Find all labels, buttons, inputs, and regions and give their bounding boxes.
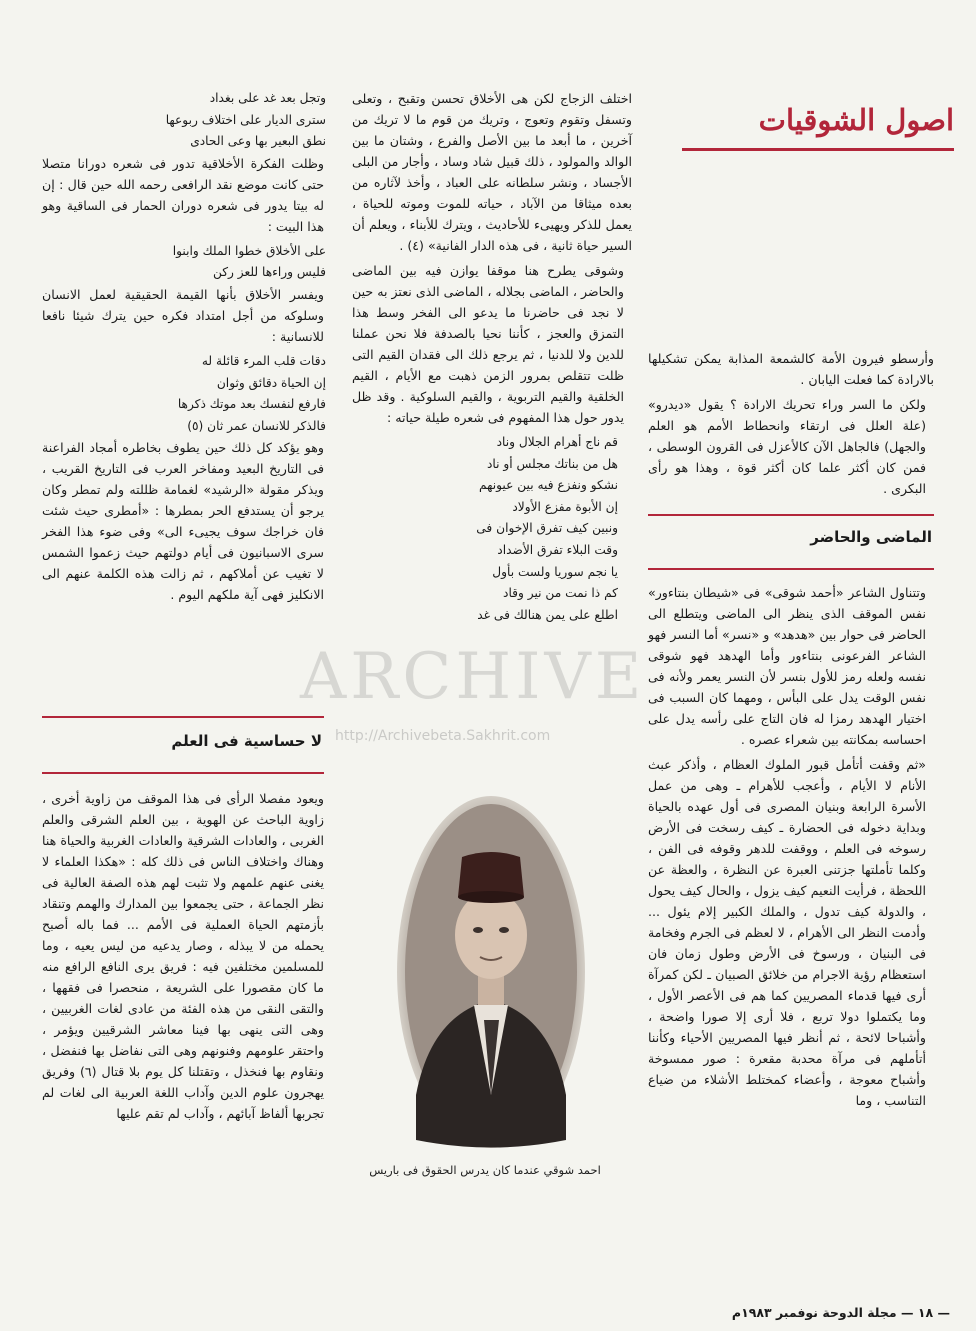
magazine-name: مجلة الدوحة bbox=[822, 1305, 897, 1320]
paragraph: وشوقى يطرح هنا موقفا يوازن فيه بين الماضى والحاضر ، الماضى بجلاله ، الماضى الذى نعتز به حين لا نجد فى حاضرنا ما يدعو الى الفخر وسط هذا التمزق والعجز ، كأننا نحيا بالصدفة فلا نحن عملنا للدين ولا للدنيا ، ثم يرجع ذلك الى فقدان القيم التى ظلت تتقلص بمرور الزمن ذهبت مع الأيام ، القيم الخلقية والقيم التربوية ، والقيم السلوكية . وقد ظل يدور حول هذا المفهوم فى شعره طيلة حياته : bbox=[352, 263, 624, 425]
column-middle bbox=[352, 88, 632, 626]
verse-line: وتجل بعد غد على بغداد bbox=[209, 91, 326, 105]
verse-block bbox=[352, 432, 632, 626]
column-left bbox=[42, 88, 332, 609]
paragraph: «ثم وقفت أتأمل قبور الملوك العظام ، وأذكر عبث الأنام لا الأيام ، وأعجب للأهرام ـ وهى من عمل الأسرة الرابعة وبنيان المصرى فى أول عهده بالحياة وبداية دخوله فى الحضارة ـ كيف رسخت فى الأرض رسوخه فى العلم ، ووقفت للدهر وقوفه فى الفن ، وكلما تأملتها جزتنى العبرة عن النظرة ، والعظة عن اللحظة ، فرأيت النعيم كيف يزول ، والحال كيف يحول ، والدولة كيف تدول ، والملك الكبير إلام يئول ... وأدمت النظر الى الأهرام ، لا لعظم فى الجرم وفخامة فى البنيان ، ورسوخ فى الأرض وطول زمان فان استعظام رؤية الاجرام من خلائق الصبيان ـ لكن كمرآة أرى فيها قدماء المصريين كما هم فى الأعصر الأول ، وما يكتملوا دولا تربع ، فلا أرى إلا صورا واضحة ، وأشباحا لائحة ، ثم أنظر فيها المصريين الأحياء وكأننا أتأملهم فى مرآة محدبة مقعرة : صور ممسوخة وأشباح معوجة ، وأعضاء كمختلط الأشلاء من ضياع التناسب ، وما bbox=[648, 757, 926, 1108]
section-title: الماضى والحاضر bbox=[810, 528, 932, 546]
verse-line: اطلع على يمن هنالك فى غد bbox=[477, 607, 618, 622]
watermark-text: ARCHIVE bbox=[300, 640, 646, 714]
verse-line: وقت البلاء تفرق الأضداد bbox=[497, 542, 618, 557]
verse-block bbox=[42, 241, 332, 284]
verse-line: يا نجم سوريا ولست بأول bbox=[492, 564, 618, 579]
paragraph: وتتناول الشاعر «أحمد شوقى» فى «شيطان بنتاءور» نفس الموقف الذى ينظر الى الماضى ويتطلع الى الحاضر فى حوار بين «هدهد» و «نسر» أما النسر فهو الشاعر الفرعونى بنتاءور وأما الهدهد فهو شوقى نفسه ولعله رمز للأول بنسر لأن النسر يعمر ولأنه فى نفس الوقت يدل على البأس ، ومهما كان السبب فى اختيار الهدهد رمزا له فان التاج على رأسه يدل على احساسه بمكانته بين شعراء عصره . bbox=[648, 585, 926, 747]
issue-date: نوفمبر ١٩٨٣م bbox=[731, 1305, 818, 1320]
column-right-lower bbox=[648, 582, 934, 1115]
paragraph: ولكن ما السر وراء تحريك الارادة ؟ يقول «ديدرو» (علة العلل فى ارتقاء وانحطاط الأمم هو العلم والجهل) فالجاهل الآن كالأعزل فى القرون الوسطى ، فمن كان أكثر علما كان أكثر قوة ، وهذا هو رأى البكرى . bbox=[648, 397, 926, 496]
verse-line: على الأخلاق خطوا الملك وابنوا bbox=[172, 243, 326, 258]
verse-line: سترى الديار على اختلاف ربوعها bbox=[165, 112, 326, 127]
verse-line: قم ناج أهرام الجلال وناد bbox=[496, 435, 618, 449]
paragraph: ويفسر الأخلاق بأنها القيمة الحقيقية لعمل الانسان وسلوكه من أجل امتداد فكره حين يترك شيئا نافعا للانسانية : bbox=[42, 286, 324, 344]
verse-line: فارفع لنفسك بعد موتك ذكرها bbox=[177, 397, 326, 412]
photo-caption: احمد شوقي عندما كان يدرس الحقوق فى باريس bbox=[369, 1163, 601, 1177]
section-rule-bottom bbox=[648, 568, 934, 570]
section-rule-top bbox=[42, 716, 324, 718]
paragraph: اختلف الزجاج لكن هى الأخلاق تحسن وتقبح ، وتعلى وتسفل وتقوم وتعوج ، وتريك من قوم ما لا تريك من آخرين ، ما أبعد ما بين الأصل والفرع ، وشتان ما بين الوالد والمولود ، ذلك قبيل شاد وساد ، وأجار من البلى الأجساد ، ونشر سلطانه على العباد ، وأخذ لآثاره من بعده ميثاقا من الآباد ، حياته للموت وموته للحياة ، يعمل للذكر ويهيىء للأحاديث ، ويترك للأبناء ، ويعلم أن السير حياة ثانية ، فى هذه الدار الفانية» (٤) . bbox=[352, 91, 632, 253]
column-left-lower bbox=[42, 788, 332, 1128]
footer-dash: — bbox=[933, 1305, 950, 1320]
paragraph: وظلت الفكرة الأخلاقية تدور فى شعره دورانا متصلا حتى كانت موضع نقد الرافعى رحمه الله حين قال : إن له بيتا يدور فى شعره دوران الحمار فى الساقية وهو هذا البيت : bbox=[42, 155, 324, 234]
section-rule-bottom bbox=[42, 772, 324, 774]
paragraph: ويعود مفصلا الرأى فى هذا الموقف من زاوية أخرى ، زاوية الباحث عن الهوية ، بين العلم الشرقى والعلم الغربى ، والعادات الشرقية والعادات الغربية والحياة هنا وهناك واختلاف الناس فى ذلك كله : «هكذا العلماء لا يغنى عنهم علمهم ولا تثبت لهم هذه الصفة العالية فى نظر الجماعة ، حتى يجمعوا بين المدارك والهمم وتنقاد بأزمتهم الحياة العملية فى الأمم ... فما باله أصبح يحمله من لا يبذله ، وصار يدعيه من ليس يعيه ، وما للمسلمين مختلفين فيه : فريق يرى النافع الرافع منه ما كان مقصورا على الشريعة ، منحصرا فى فقهها ، والتقى النقى من هذه الفئة من عادى لغات الغربيين ، وهى التى ينهى بها فينا معاشر الشرقيين ويؤمر ، واحتقر علومهم وفنونهم وهى التى نفاضل بها فنفضل ، ونقاوم بها فنخذل ، وتقتلنا كل يوم بلا قتال (٦) وفريق يهجرون علوم الدين وآداب اللغة العربية الى لغات لم تجربها ألفاظ آبائهم ، وآداب لم تقم عليها bbox=[42, 791, 324, 1121]
column-logo: اصول الشوقيات bbox=[758, 103, 954, 137]
logo-underline bbox=[682, 148, 954, 151]
section-title: لا حساسية فى العلم bbox=[171, 732, 322, 750]
paragraph: وهو يؤكد كل ذلك حين يطوف بخاطره أمجاد الفراعنة فى التاريخ البعيد ومفاخر العرب فى التاريخ القريب ، ويذكر مقولة «الرشيد» لغمامة ظللته ولم تمطر وكان يرجو أن يستدفع الحر بمطرها : «أمطرى حيث شئت فان خراجك سوف يجيىء الى» وفى ضوء هذا الفخر سرى الاسبانيون فى أيام دولتهم حيث زعموا الشمس لا تغيب عن أملاكهم ، ثم زالت هذه الكلمة عنهم الى الانكليز فهى آية ملكهم اليوم . bbox=[42, 440, 324, 603]
verse-line: كم ذا نمت من نير وقاد bbox=[503, 586, 618, 601]
page-footer bbox=[640, 1305, 950, 1320]
verse-line: فالذكر للانسان عمر ثان (٥) bbox=[187, 418, 326, 433]
verse-block bbox=[42, 88, 332, 153]
verse-line: فليس وراءها للعز ركن bbox=[212, 265, 326, 280]
watermark-url: http://Archivebeta.Sakhrit.com bbox=[335, 728, 551, 744]
verse-line: إن الأبوة مفزع الأولاد bbox=[512, 499, 618, 514]
verse-line: إن الحياة دقائق وثوان bbox=[216, 375, 326, 390]
page-number: ١٨ bbox=[917, 1305, 934, 1320]
verse-block bbox=[42, 351, 332, 437]
column-right-top bbox=[648, 348, 934, 503]
verse-line: هل من بناتك مجلس أو ناد bbox=[486, 456, 618, 471]
section-rule-top bbox=[648, 514, 934, 516]
paragraph: وأرسطو فيرون الأمة كالشمعة المذابة يمكن تشكيلها بالارادة كما فعلت اليابان . bbox=[648, 351, 934, 387]
portrait-photo bbox=[396, 795, 586, 1150]
verse-line: ونبين كيف تفرق الإخوان فى bbox=[476, 521, 618, 536]
verse-line: دقات قلب المرء قائلة له bbox=[201, 353, 326, 368]
footer-dash: — bbox=[896, 1305, 914, 1320]
verse-line: نشكو ونفزع فيه بين عيونهم bbox=[479, 478, 618, 493]
verse-line: نطق البعير بها وعى الحادى bbox=[190, 134, 326, 149]
